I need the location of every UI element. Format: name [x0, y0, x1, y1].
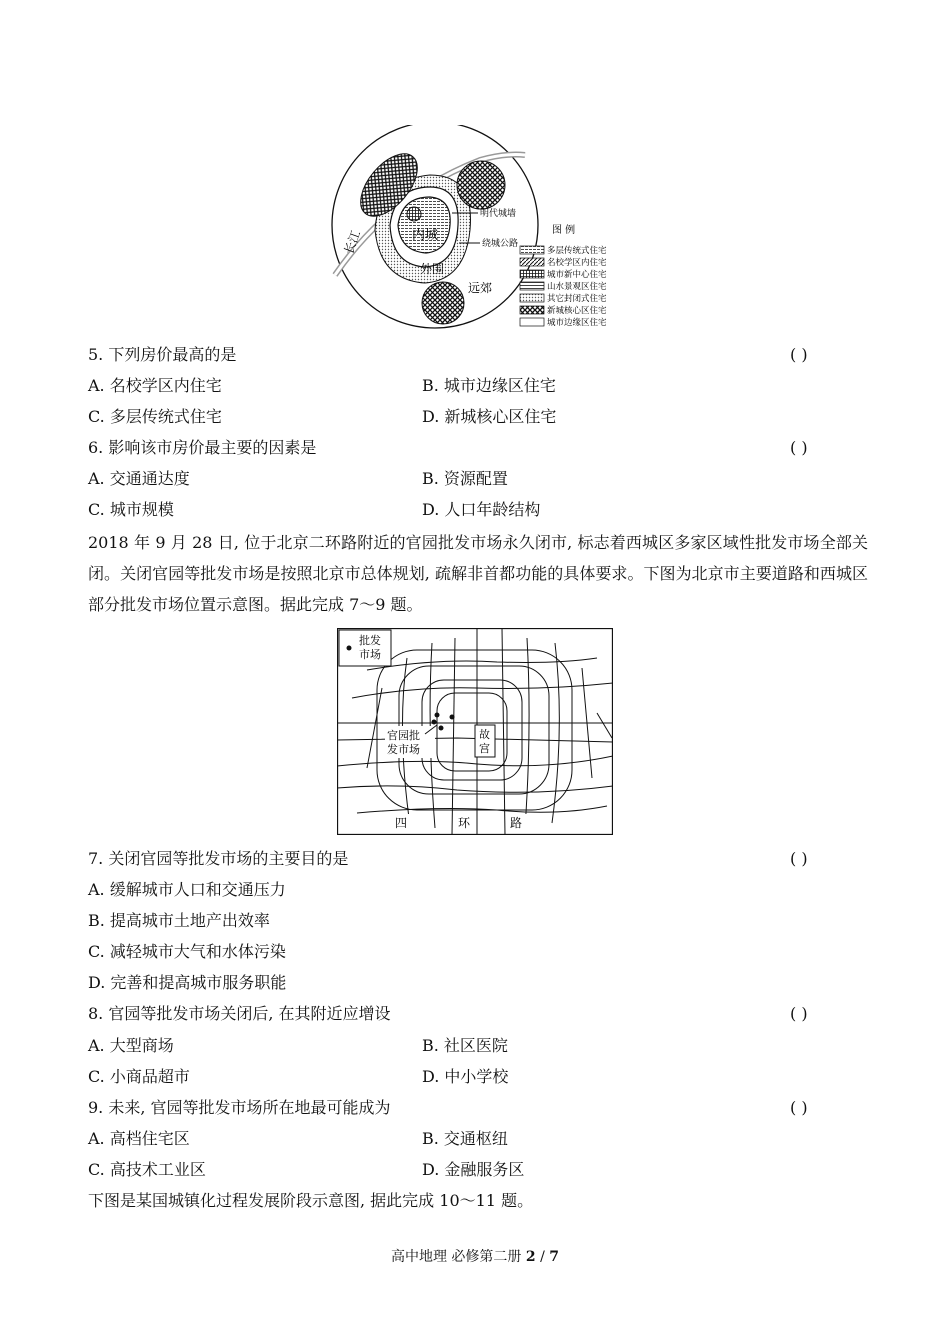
legend-item: 新城核心区住宅	[547, 306, 607, 316]
q5-answer-paren[interactable]: ( )	[790, 345, 808, 364]
gugong-label-1: 故	[479, 728, 490, 741]
legend-item: 城市新中心住宅	[547, 270, 607, 280]
legend-text-1: 批发	[359, 634, 381, 647]
page-number: 2	[525, 1249, 536, 1265]
suburb-label: 远郊	[468, 281, 493, 295]
river-label: 长江	[341, 228, 364, 257]
beijing-road-map	[337, 628, 613, 835]
q8-option-c: C. 小商品超市	[88, 1067, 190, 1086]
q9-option-c: C. 高技术工业区	[88, 1160, 206, 1179]
old-city-wall	[398, 197, 450, 253]
guanyuan-label-2: 发市场	[387, 743, 420, 756]
road-label-char: 环	[458, 816, 471, 830]
q7-option-b: B. 提高城市土地产出效率	[88, 911, 270, 930]
guanyuan-label-1: 官园批	[387, 729, 420, 742]
q7-option-a: A. 缓解城市人口和交通压力	[88, 880, 286, 899]
new-core-s	[422, 282, 464, 324]
page-sep: /	[540, 1249, 545, 1265]
wall-label: 明代城墙	[480, 209, 517, 219]
q5-stem: 5. 下列房价最高的是	[88, 345, 237, 364]
legend-item: 城市边缘区住宅	[547, 318, 607, 328]
q9-answer-paren[interactable]: ( )	[790, 1098, 808, 1117]
legend-title: 图 例	[552, 225, 576, 236]
legend-item: 其它封闭式住宅	[547, 294, 607, 304]
new-core-e	[457, 161, 505, 209]
q6-answer-paren[interactable]: ( )	[790, 438, 808, 457]
q6-option-a: A. 交通通达度	[88, 469, 190, 488]
q6-option-c: C. 城市规模	[88, 500, 174, 519]
market-dot	[439, 726, 444, 731]
q7-option-d: D. 完善和提高城市服务职能	[88, 973, 287, 992]
next-intro: 下图是某国城镇化过程发展阶段示意图, 据此完成 10～11 题。	[88, 1191, 534, 1210]
q8-answer-paren[interactable]: ( )	[790, 1004, 808, 1023]
market-dot	[432, 720, 437, 725]
inner-label: 内城	[412, 228, 439, 243]
passage: 2018 年 9 月 28 日, 位于北京二环路附近的官园批发市场永久闭市, 标志着西城区多家区域性批发市场全部关闭。关闭官园等批发市场是按照北京市总体规划, 疏解非首都功能的具体要求。下图为北京市主要道路和西城区部分批发市场位置示意图。据此完成 7～9 题。	[88, 533, 868, 614]
q9-option-b: B. 交通枢纽	[422, 1129, 508, 1148]
page-total: 7	[549, 1249, 560, 1265]
q7-option-c: C. 减轻城市大气和水体污染	[88, 942, 286, 961]
legend-item: 名校学区内住宅	[547, 258, 607, 268]
legend-text-2: 市场	[359, 648, 381, 661]
new-center	[407, 207, 421, 221]
road-label-char: 四	[395, 816, 408, 830]
q9-stem: 9. 未来, 官园等批发市场所在地最可能成为	[88, 1098, 391, 1117]
q9-option-d: D. 金融服务区	[422, 1160, 525, 1179]
q5-option-b: B. 城市边缘区住宅	[422, 376, 556, 395]
q8-option-b: B. 社区医院	[422, 1036, 508, 1055]
outer-label: 外围	[420, 262, 445, 276]
q5-option-c: C. 多层传统式住宅	[88, 407, 222, 426]
page-footer	[0, 1246, 950, 1266]
road-label: 绕城公路	[482, 239, 519, 249]
legend-item: 多层传统式住宅	[547, 246, 607, 256]
market-dot	[435, 713, 440, 718]
q8-option-a: A. 大型商场	[88, 1036, 174, 1055]
q8-stem: 8. 官园等批发市场关闭后, 在其附近应增设	[88, 1004, 391, 1023]
q8-option-d: D. 中小学校	[422, 1067, 509, 1086]
q6-stem: 6. 影响该市房价最主要的因素是	[88, 438, 317, 457]
city-housing-map	[330, 125, 630, 335]
q7-answer-paren[interactable]: ( )	[790, 849, 808, 868]
q6-option-b: B. 资源配置	[422, 469, 508, 488]
market-dot	[450, 715, 455, 720]
q5-option-a: A. 名校学区内住宅	[88, 376, 222, 395]
footer-title: 高中地理 必修第二册	[390, 1249, 522, 1265]
road-label-char: 路	[510, 816, 523, 830]
q9-option-a: A. 高档住宅区	[88, 1129, 190, 1148]
gugong-label-2: 宫	[479, 742, 490, 755]
legend-item: 山水景观区住宅	[547, 282, 607, 292]
q5-option-d: D. 新城核心区住宅	[422, 407, 557, 426]
q7-stem: 7. 关闭官园等批发市场的主要目的是	[88, 849, 349, 868]
q6-option-d: D. 人口年龄结构	[422, 500, 541, 519]
